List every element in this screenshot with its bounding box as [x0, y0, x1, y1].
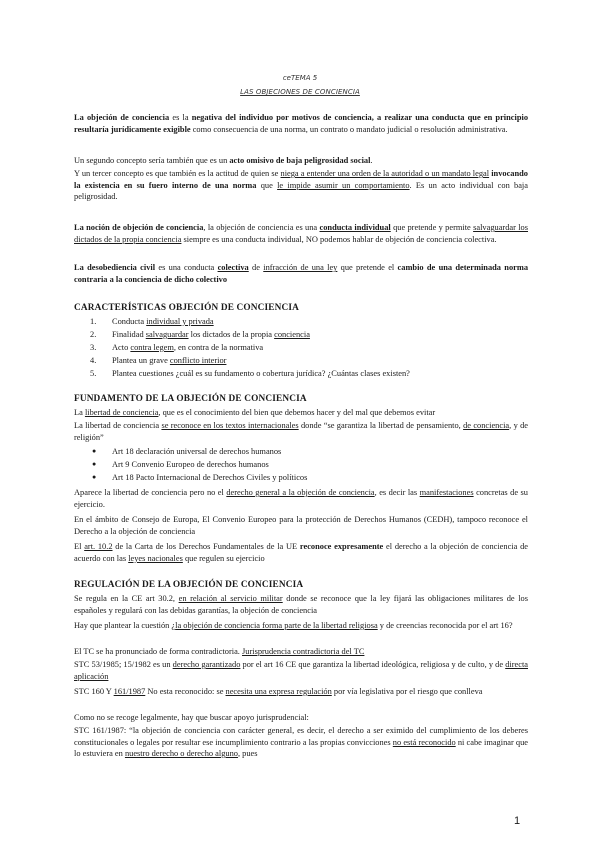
text-run: art. 10.2	[84, 542, 113, 551]
text-run: por el art 16 CE que garantiza la libertad ideológica, religiosa y de culto, y de	[240, 660, 506, 669]
regulacion-tc	[74, 646, 528, 658]
text-run: Plantea un grave	[112, 356, 170, 365]
regulacion-cuestion	[74, 620, 528, 632]
text-run: , es decir las	[374, 488, 420, 497]
text-run: salvaguardar los dictados de la propia conciencia	[74, 223, 529, 244]
intro-notion	[74, 222, 528, 245]
text-run: , a realizar una conducta que en principio resultaría jurídicamente exigible	[74, 113, 529, 134]
text-run: , la objeción de conciencia es una	[203, 223, 320, 232]
page-title: LAS OBJECIONES DE CONCIENCIA	[240, 88, 360, 96]
text-run: . Es un acto individual con baja peligrosidad.	[74, 180, 528, 201]
regulacion-stc-161	[74, 725, 528, 760]
text-run: derecho garantizado	[172, 660, 241, 669]
text-run: , en contra de la normativa	[173, 343, 264, 352]
text-run: cambio de una determinada norma contraria a la conciencia de dicho colectivo	[74, 263, 529, 284]
text-run: conducta individual	[319, 223, 391, 232]
text-run: Y un tercer concepto es que también es la actitud de quien se	[74, 169, 281, 178]
text-run: Hay que plantear la cuestión ¿	[74, 621, 176, 630]
text-run: , que es el conocimiento del bien que debemos hacer y del mal que debemos evitar	[158, 408, 436, 417]
text-run: El	[74, 542, 85, 551]
text-run: es una conducta	[155, 263, 218, 272]
regulacion-stc-160	[74, 686, 528, 698]
text-run: manifestaciones	[419, 488, 474, 497]
regulacion-stc-53	[74, 659, 528, 682]
text-run: colectiva	[217, 263, 249, 272]
text-run: de	[248, 263, 264, 272]
text-run: de conciencia	[463, 421, 510, 430]
text-run: , y de religión”	[74, 421, 528, 442]
bullet-item: Art 9 Convenio Europeo de derechos humanos	[112, 460, 269, 469]
text-run: salvaguardar	[145, 330, 189, 339]
text-run: reconoce expresamente	[299, 542, 384, 551]
text-run: Como no se recoge legalmente, hay que buscar apoyo jurisprudencial:	[74, 713, 309, 722]
topic-label: ceTEMA 5	[282, 74, 318, 82]
text-run: leyes nacionales	[128, 553, 183, 563]
bullet-icon: ●	[92, 460, 97, 468]
regulacion-ce	[74, 593, 528, 616]
fundamento-textos	[74, 420, 528, 443]
list-item-number: 2.	[90, 330, 97, 339]
list-item-number: 4.	[90, 356, 97, 365]
text-run: como consecuencia de una norma, un contrato o mandato judicial o resolución administrativa.	[190, 124, 508, 134]
list-item-number: 5.	[90, 369, 97, 378]
text-run: La	[74, 408, 85, 417]
text-run: Conducta	[112, 317, 147, 326]
text-run: siempre es una conducta individual, NO podemos hablar de objeción de conciencia colectiva.	[181, 234, 497, 244]
text-run: el derecho a la objeción de conciencia de acuerdo con las	[74, 542, 528, 563]
text-run: se reconoce en los textos internacionales	[161, 421, 299, 430]
text-run: no está reconocido	[392, 737, 456, 747]
text-run: , pues	[237, 749, 258, 758]
text-run: El TC se ha pronunciado de forma contradictoria.	[74, 647, 242, 656]
text-run: concretas de su ejercicio.	[74, 488, 528, 509]
text-run: Se regula en la CE art 30.2,	[74, 594, 179, 603]
text-run: En el ámbito de Consejo de Europa, El Convenio Europeo para la protección de Derechos Humanos (CEDH), tampoco reconoce el Derecho a la objeción de conciencia	[74, 515, 528, 536]
text-run: 161/1987	[113, 687, 146, 696]
text-run: conflicto interior	[169, 356, 227, 365]
text-run: invocando la existencia en su fuero interno de una norma	[74, 169, 528, 190]
list-item	[112, 368, 410, 380]
intro-third-concept	[74, 168, 528, 203]
bullet-item: Art 18 Pacto Internacional de Derechos Civiles y políticos	[112, 473, 308, 482]
text-run: negativa del individuo por motivos de conciencia	[191, 113, 372, 122]
text-run: directa aplicación	[74, 660, 528, 681]
text-run: donde “se garantiza la libertad de pensamiento,	[298, 421, 464, 430]
text-run: de la Carta de los Derechos Fundamentales de la UE	[112, 542, 300, 551]
bullet-icon: ●	[92, 473, 97, 481]
text-run: le impide asumir un comportamiento	[277, 180, 410, 190]
text-run: y de creencias reconocida por el art 16?	[377, 621, 513, 630]
list-item	[112, 316, 214, 328]
text-run: donde se reconoce que la ley fijará las obligaciones militares de los españoles y regulará con las debidas garantías, la objeción de conciencia	[74, 594, 528, 615]
fundamento-libertad	[74, 407, 528, 419]
text-run: Jurisprudencia contradictoria del TC	[242, 647, 365, 656]
intro-second-concept	[74, 155, 528, 167]
text-run: derecho general a la objeción de conciencia	[226, 488, 375, 497]
bullet-icon: ●	[92, 447, 97, 455]
text-run: que regulen su ejercicio	[182, 553, 265, 563]
intro-definition	[74, 112, 528, 135]
text-run: La desobediencia civil	[74, 263, 156, 272]
text-run: por vía legislativa por el riesgo que conlleva	[331, 687, 483, 696]
text-run: la objeción de conciencia forma parte de la libertad religiosa	[175, 621, 378, 630]
list-item	[112, 329, 310, 341]
text-run: infracción de una ley	[263, 263, 338, 272]
text-run: Acto	[112, 343, 131, 352]
section-heading-caracteristicas: CARACTERÍSTICAS OBJECIÓN DE CONCIENCIA	[74, 303, 299, 313]
text-run: STC 160 Y	[74, 687, 114, 696]
text-run: STC 53/1985; 15/1982 es un	[74, 660, 173, 669]
text-run: Plantea cuestiones ¿cuál es su fundamento o cobertura jurídica? ¿Cuántas clases existen?	[112, 369, 410, 378]
list-item-number: 3.	[90, 343, 97, 352]
regulacion-apoyo	[74, 712, 528, 724]
text-run: que pretende el	[337, 263, 398, 272]
text-run: necesita una expresa regulación	[225, 687, 332, 696]
text-run: No esta reconocido: se	[145, 687, 226, 696]
text-run: acto omisivo de baja peligrosidad social	[229, 156, 371, 165]
text-run: La libertad de conciencia	[74, 421, 162, 430]
section-heading-regulacion: REGULACIÓN DE LA OBJECIÓN DE CONCIENCIA	[74, 580, 304, 590]
text-run: en relación al servicio militar	[178, 594, 283, 603]
text-run: los dictados de la propia	[188, 330, 275, 339]
text-run: Aparece la libertad de conciencia pero no el	[74, 488, 227, 497]
text-run: conciencia	[274, 330, 310, 339]
text-run: Finalidad	[112, 330, 146, 339]
list-item	[112, 355, 226, 367]
intro-civil-disobedience	[74, 262, 528, 285]
page-number: 1	[514, 815, 521, 827]
text-run: Un segundo concepto sería también que es un	[74, 156, 230, 165]
text-run: STC 161/1987: “la objeción de conciencia con carácter general, es decir, el derecho a ser eximido del cumplimiento de los deberes constitucionales o legales por resultar ese incumplimiento contrario a las propias convicciones	[74, 726, 528, 747]
text-run: La noción de objeción de conciencia	[74, 223, 204, 232]
section-heading-fundamento: FUNDAMENTO DE LA OBJECIÓN DE CONCIENCIA	[74, 394, 307, 404]
text-run: niega a entender una orden de la autoridad o un mandato legal	[280, 169, 490, 178]
text-run: libertad de conciencia	[84, 408, 159, 417]
text-run: nuestro derecho o derecho alguno	[124, 749, 238, 758]
text-run: contra legem	[130, 343, 174, 352]
text-run: individual y privada	[146, 317, 214, 326]
fundamento-aparece	[74, 487, 528, 510]
text-run: ni cabe imaginar que lo estuviera en	[74, 737, 529, 758]
text-run: es la	[169, 113, 192, 122]
fundamento-consejo-europa	[74, 514, 528, 537]
bullet-item: Art 18 declaración universal de derechos humanos	[112, 447, 282, 456]
fundamento-carta-ue	[74, 541, 528, 564]
text-run: que	[256, 180, 278, 190]
list-item	[112, 342, 263, 354]
list-item-number: 1.	[90, 317, 97, 326]
text-run: .	[370, 156, 373, 165]
text-run: que pretende y permite	[390, 223, 474, 232]
text-run: La objeción de conciencia	[74, 113, 170, 122]
